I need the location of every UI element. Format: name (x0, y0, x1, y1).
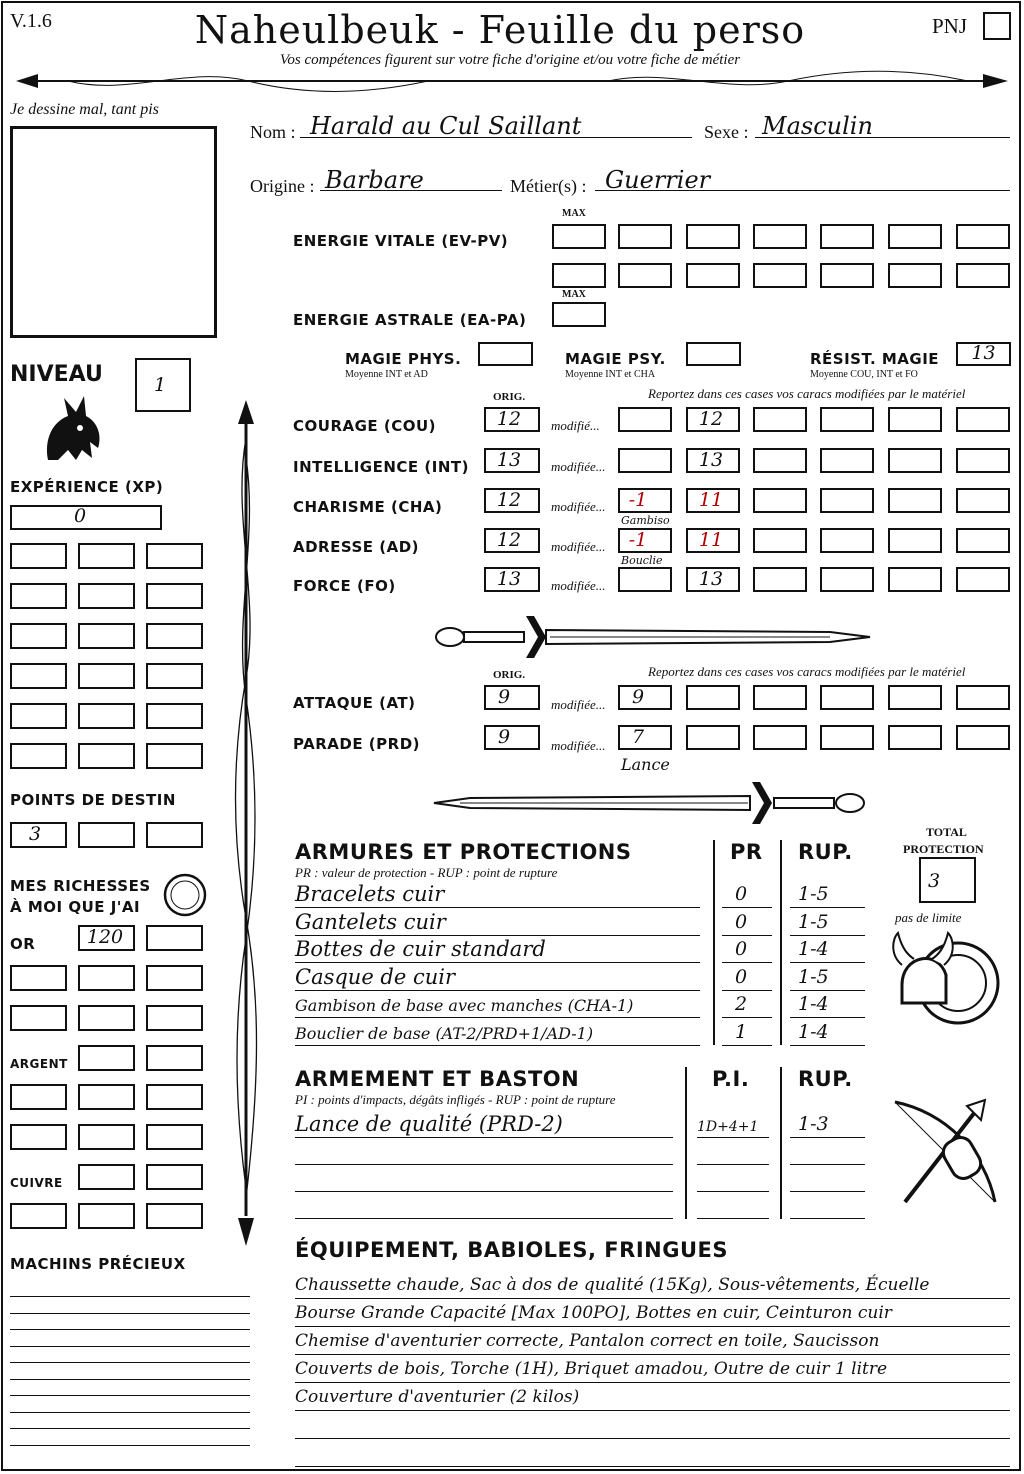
equipment-line-text[interactable]: Chaussette chaude, Sac à dos de qualité (15Kg), Sous-vêtements, Écuelle (295, 1275, 930, 1295)
attack-modified-label: modifiée... (551, 697, 606, 712)
precious-line[interactable] (10, 1296, 250, 1297)
armor-rup[interactable]: 1-5 (798, 965, 829, 988)
xp-box[interactable] (10, 743, 67, 769)
portrait-caption: Je dessine mal, tant pis (10, 101, 159, 118)
destiny-value: 3 (28, 823, 42, 845)
xp-box[interactable] (10, 543, 67, 569)
stat-box[interactable] (956, 488, 1010, 513)
destiny-box-3[interactable] (146, 822, 203, 848)
combat-orig-label: ORIG. (493, 669, 526, 681)
copper-label: CUIVRE (10, 1176, 63, 1190)
stat-box[interactable] (888, 488, 942, 513)
ev-box[interactable] (956, 263, 1010, 288)
wealth-label-1: MES RICHESSES (10, 877, 151, 895)
stat-box[interactable] (753, 448, 807, 473)
armor-rup[interactable]: 1-4 (798, 938, 829, 960)
wealth-box[interactable] (10, 965, 67, 991)
gold-label: OR (10, 935, 36, 953)
combat-orig-value: 9 (497, 686, 511, 708)
ev-label: ENERGIE VITALE (EV-PV) (293, 232, 509, 250)
xp-box[interactable] (146, 743, 203, 769)
xp-box[interactable] (146, 583, 203, 609)
stat-orig-value: 12 (496, 489, 522, 511)
stat-value-1: 13 (698, 568, 724, 590)
combat-box[interactable] (686, 725, 740, 750)
stat-modified-label: modifiée... (551, 459, 606, 474)
origin-field[interactable]: Barbare (325, 166, 424, 194)
armor-pr-line (722, 1017, 772, 1018)
resist-magic-label: RÉSIST. MAGIE (810, 350, 940, 368)
stat-box[interactable] (820, 528, 874, 553)
stat-box[interactable] (888, 528, 942, 553)
stat-label: INTELLIGENCE (INT) (293, 458, 469, 476)
weapon-line[interactable] (295, 1164, 673, 1165)
parry-label: PARADE (PRD) (293, 735, 421, 753)
precious-line[interactable] (10, 1346, 250, 1347)
precious-line[interactable] (10, 1329, 250, 1330)
wealth-box[interactable] (146, 1203, 203, 1229)
wealth-box[interactable] (10, 1084, 67, 1110)
wealth-label-2: À MOI QUE J'AI (10, 898, 141, 916)
stat-box[interactable] (820, 407, 874, 432)
stat-orig-value: 12 (496, 529, 522, 551)
stats-orig-label: ORIG. (493, 391, 526, 403)
combat-box[interactable] (956, 685, 1010, 710)
equipment-line-text[interactable]: Couverture d'aventurier (2 kilos) (295, 1387, 580, 1407)
armor-pr[interactable]: 1 (735, 1020, 748, 1043)
armor-name[interactable]: Bottes de cuir standard (295, 937, 546, 961)
ev-box[interactable] (888, 224, 942, 249)
combat-box[interactable] (753, 725, 807, 750)
equipment-line-text[interactable]: Chemise d'aventurier correcte, Pantalon correct en toile, Saucisson (295, 1331, 880, 1351)
xp-box[interactable] (78, 583, 135, 609)
weapon-pi-line (697, 1137, 769, 1138)
wealth-box[interactable] (78, 1124, 135, 1150)
precious-line[interactable] (10, 1395, 250, 1396)
level-value: 1 (153, 374, 167, 396)
ev-box[interactable] (753, 224, 807, 249)
weapon-pi-line (697, 1164, 769, 1165)
precious-label: MACHINS PRÉCIEUX (10, 1255, 186, 1273)
ev-box[interactable] (820, 224, 874, 249)
armor-rup-line (790, 990, 865, 991)
armor-line (295, 907, 700, 908)
combat-box[interactable] (888, 685, 942, 710)
equipment-line (295, 1354, 1010, 1355)
wealth-box[interactable] (78, 1084, 135, 1110)
xp-box[interactable] (146, 623, 203, 649)
origin-label: Origine : (250, 176, 315, 196)
armor-rup-line (790, 907, 865, 908)
armor-pr-header: PR (730, 840, 763, 864)
stat-box[interactable] (820, 448, 874, 473)
xp-box[interactable] (146, 543, 203, 569)
equipment-line-text[interactable]: Couverts de bois, Torche (1H), Briquet amadou, Outre de cuir 1 litre (295, 1359, 888, 1379)
stat-value-1: 11 (698, 489, 724, 511)
armor-rup[interactable]: 1-5 (798, 910, 829, 933)
xp-box[interactable] (10, 663, 67, 689)
destiny-label: POINTS DE DESTIN (10, 791, 176, 809)
armor-rup[interactable]: 1-4 (798, 993, 829, 1015)
equipment-title: ÉQUIPEMENT, BABIOLES, FRINGUES (295, 1238, 728, 1262)
wealth-box[interactable] (10, 1005, 67, 1031)
weapons-rup-header: RUP. (798, 1067, 853, 1091)
stat-box[interactable] (618, 567, 672, 592)
stat-label: COURAGE (COU) (293, 417, 437, 435)
stat-box[interactable] (753, 488, 807, 513)
magic-phys-label: MAGIE PHYS. (345, 350, 462, 368)
combat-box[interactable] (753, 685, 807, 710)
stat-note: Bouclie (621, 554, 663, 567)
vertical-spear-icon (228, 398, 264, 1248)
wealth-box[interactable] (78, 1164, 135, 1190)
coin-icon (162, 872, 208, 918)
ev-box[interactable] (753, 263, 807, 288)
xp-box[interactable] (78, 703, 135, 729)
weapon-rup-line (790, 1164, 865, 1165)
magic-phys-box[interactable] (478, 342, 533, 366)
precious-line[interactable] (10, 1379, 250, 1380)
stat-box[interactable] (753, 407, 807, 432)
wealth-box[interactable] (146, 1124, 203, 1150)
combat-report-note: Reportez dans ces cases vos caracs modifiées par le matériel (648, 664, 966, 679)
combat-box[interactable] (888, 725, 942, 750)
xp-box[interactable] (10, 623, 67, 649)
armor-pr[interactable]: 0 (735, 910, 748, 933)
equipment-line (295, 1298, 1010, 1299)
precious-line[interactable] (10, 1445, 250, 1446)
npc-label: PNJ (932, 14, 968, 38)
armor-name[interactable]: Bracelets cuir (295, 882, 445, 906)
combat-mod-value: 7 (631, 726, 645, 748)
wealth-box[interactable] (146, 1084, 203, 1110)
combat-box[interactable] (686, 685, 740, 710)
stat-box[interactable] (618, 448, 672, 473)
stat-label: FORCE (FO) (293, 577, 396, 595)
crossed-weapons-icon (885, 1092, 1005, 1212)
helmet-shield-icon (888, 925, 1003, 1030)
stat-box[interactable] (956, 448, 1010, 473)
xp-box[interactable] (146, 663, 203, 689)
armor-pr[interactable]: 2 (735, 993, 748, 1015)
weapon-rup[interactable]: 1-3 (798, 1113, 829, 1135)
total-protection-label-1: TOTAL (926, 825, 967, 839)
armor-name[interactable]: Gambison de base avec manches (CHA-1) (295, 996, 634, 1015)
total-protection-label-2: PROTECTION (903, 842, 984, 856)
equipment-line (295, 1326, 1010, 1327)
dragon-icon (38, 392, 106, 464)
precious-line[interactable] (10, 1428, 250, 1429)
equipment-line (295, 1410, 1010, 1411)
armor-col-divider-1 (713, 840, 715, 1045)
xp-box[interactable] (78, 623, 135, 649)
armor-pr-line (722, 990, 772, 991)
spear-divider-icon (8, 66, 1016, 96)
stat-box[interactable] (820, 488, 874, 513)
wealth-box[interactable] (78, 965, 135, 991)
xp-label: EXPÉRIENCE (XP) (10, 478, 164, 496)
xp-box[interactable] (146, 703, 203, 729)
armor-rup-header: RUP. (798, 840, 853, 864)
stat-label: CHARISME (CHA) (293, 498, 443, 516)
ev-box[interactable] (888, 263, 942, 288)
stat-orig-value: 13 (496, 568, 522, 590)
weapon-line[interactable] (295, 1137, 673, 1138)
stat-value-1: 11 (698, 529, 724, 551)
precious-line[interactable] (10, 1412, 250, 1413)
destiny-box-2[interactable] (78, 822, 135, 848)
wealth-box[interactable] (78, 1005, 135, 1031)
job-label: Métier(s) : (510, 176, 587, 196)
stat-box[interactable] (753, 567, 807, 592)
equipment-line (295, 1466, 1010, 1467)
magic-psy-box[interactable] (686, 342, 741, 366)
combat-mod-value: 9 (631, 686, 645, 708)
resist-magic-note: Moyenne COU, INT et FO (810, 369, 918, 380)
magic-phys-note: Moyenne INT et AD (345, 369, 428, 380)
stat-modified-label: modifiée... (551, 539, 606, 554)
stat-modified-label: modifiée... (551, 499, 606, 514)
armor-pr-line (722, 935, 772, 936)
version-label: V.1.6 (10, 10, 52, 32)
armor-subtitle: PR : valeur de protection - RUP : point de rupture (295, 865, 558, 880)
ev-box[interactable] (552, 224, 606, 249)
stat-box[interactable] (888, 567, 942, 592)
ea-label: ENERGIE ASTRALE (EA-PA) (293, 311, 527, 329)
ea-box[interactable] (552, 302, 606, 327)
stat-box[interactable] (820, 567, 874, 592)
sex-field[interactable]: Masculin (762, 112, 873, 140)
wealth-box[interactable] (10, 1203, 67, 1229)
wealth-box[interactable] (78, 1203, 135, 1229)
armor-rup-line (790, 962, 865, 963)
equipment-line (295, 1382, 1010, 1383)
weapon-pi-line (697, 1191, 769, 1192)
ev-box[interactable] (686, 224, 740, 249)
armor-rup-line (790, 1017, 865, 1018)
stat-mod-value: -1 (628, 489, 648, 511)
sheet-subtitle: Vos compétences figurent sur votre fiche d'origine et/ou votre fiche de métier (279, 52, 741, 68)
combat-box[interactable] (956, 725, 1010, 750)
stat-note: Gambiso (621, 514, 670, 527)
stat-box[interactable] (956, 407, 1010, 432)
parry-modified-label: modifiée... (551, 738, 606, 753)
weapons-pi-header: P.I. (712, 1067, 750, 1091)
armor-rup[interactable]: 1-5 (798, 883, 829, 905)
sex-label: Sexe : (704, 122, 749, 142)
ev-box[interactable] (618, 263, 672, 288)
xp-box[interactable] (78, 743, 135, 769)
armor-rup[interactable]: 1-4 (798, 1020, 829, 1043)
stat-modified-label: modifiée... (551, 578, 606, 593)
ev-box[interactable] (956, 224, 1010, 249)
weapon-pi-line (697, 1218, 769, 1219)
stat-orig-value: 13 (496, 449, 522, 471)
gold-box-2[interactable] (146, 925, 203, 951)
stat-label: ADRESSE (AD) (293, 538, 420, 556)
name-label: Nom : (250, 122, 296, 142)
xp-box[interactable] (78, 663, 135, 689)
stat-modified-label: modifié... (551, 418, 600, 433)
armor-pr[interactable]: 0 (735, 883, 748, 905)
magic-psy-label: MAGIE PSY. (565, 350, 666, 368)
ev-box[interactable] (552, 263, 606, 288)
total-protection-value: 3 (927, 870, 941, 892)
stats-report-note: Reportez dans ces cases vos caracs modifiées par le matériel (648, 386, 966, 401)
precious-line[interactable] (10, 1313, 250, 1314)
armor-line (295, 1045, 700, 1046)
weapon-line[interactable] (295, 1191, 673, 1192)
xp-value: 0 (73, 505, 87, 527)
armor-col-divider-2 (780, 840, 782, 1045)
npc-checkbox[interactable] (983, 12, 1011, 40)
precious-line[interactable] (10, 1362, 250, 1363)
weapons-col-divider-2 (780, 1067, 782, 1219)
sword-icon-2 (430, 778, 875, 828)
stat-box[interactable] (888, 448, 942, 473)
armor-rup-line (790, 1045, 865, 1046)
stat-box[interactable] (956, 528, 1010, 553)
ev-box[interactable] (686, 263, 740, 288)
weapons-subtitle: PI : points d'impacts, dégâts infligés - RUP : point de rupture (295, 1092, 616, 1107)
combat-box[interactable] (820, 685, 874, 710)
weapon-rup-line (790, 1218, 865, 1219)
equipment-line (295, 1438, 1010, 1439)
weapon-rup-line (790, 1137, 865, 1138)
stat-box[interactable] (753, 528, 807, 553)
ev-box[interactable] (618, 224, 672, 249)
armor-name[interactable]: Gantelets cuir (295, 909, 446, 934)
stat-orig-value: 12 (496, 408, 522, 430)
xp-box[interactable] (78, 543, 135, 569)
stat-value-1: 12 (698, 408, 724, 430)
gold-value: 120 (86, 926, 124, 948)
weapons-col-divider-1 (685, 1067, 687, 1219)
stat-box[interactable] (618, 407, 672, 432)
armor-pr[interactable]: 0 (735, 938, 748, 960)
job-field[interactable]: Guerrier (605, 166, 711, 194)
weapon-name[interactable]: Lance de qualité (PRD-2) (295, 1112, 563, 1136)
xp-box[interactable] (10, 703, 67, 729)
total-protection-note: pas de limite (895, 910, 962, 925)
armor-line (295, 935, 700, 936)
ea-max-label: MAX (562, 289, 586, 300)
weapon-line[interactable] (295, 1218, 673, 1219)
wealth-box[interactable] (146, 1164, 203, 1190)
wealth-box[interactable] (146, 1045, 203, 1071)
resist-magic-value: 13 (971, 342, 996, 364)
stat-box[interactable] (888, 407, 942, 432)
armor-title: ARMURES ET PROTECTIONS (295, 840, 632, 864)
ev-box[interactable] (820, 263, 874, 288)
magic-psy-note: Moyenne INT et CHA (565, 369, 656, 380)
xp-box[interactable] (10, 583, 67, 609)
sword-icon (430, 612, 875, 662)
armor-line (295, 962, 700, 963)
wealth-box[interactable] (78, 1045, 135, 1071)
ev-max-label: MAX (562, 208, 586, 219)
stat-mod-value: -1 (628, 529, 648, 551)
silver-label: ARGENT (10, 1057, 68, 1071)
sheet-title: Naheulbeuk - Feuille du perso (194, 8, 806, 52)
stat-value-1: 13 (698, 449, 724, 471)
stat-box[interactable] (956, 567, 1010, 592)
armor-name[interactable]: Bouclier de base (AT-2/PRD+1/AD-1) (295, 1023, 594, 1043)
level-label: NIVEAU (10, 362, 103, 387)
weapons-title: ARMEMENT ET BASTON (295, 1067, 580, 1091)
combat-box[interactable] (820, 725, 874, 750)
armor-name[interactable]: Casque de cuir (295, 964, 456, 989)
armor-pr[interactable]: 0 (735, 965, 748, 988)
attack-label: ATTAQUE (AT) (293, 694, 416, 712)
armor-line (295, 990, 700, 991)
combat-orig-value: 9 (497, 726, 511, 748)
wealth-box[interactable] (146, 965, 203, 991)
armor-rup-line (790, 935, 865, 936)
equipment-line-text[interactable]: Bourse Grande Capacité [Max 100PO], Bottes en cuir, Ceinturon cuir (295, 1303, 892, 1323)
armor-pr-line (722, 1045, 772, 1046)
weapon-rup-line (790, 1191, 865, 1192)
wealth-box[interactable] (10, 1124, 67, 1150)
portrait-box[interactable] (10, 126, 217, 338)
armor-pr-line (722, 962, 772, 963)
armor-line (295, 1017, 700, 1018)
parry-note: Lance (621, 755, 670, 774)
name-field[interactable]: Harald au Cul Saillant (310, 112, 582, 140)
weapon-pi[interactable]: 1D+4+1 (697, 1119, 759, 1135)
wealth-box[interactable] (146, 1005, 203, 1031)
armor-pr-line (722, 907, 772, 908)
